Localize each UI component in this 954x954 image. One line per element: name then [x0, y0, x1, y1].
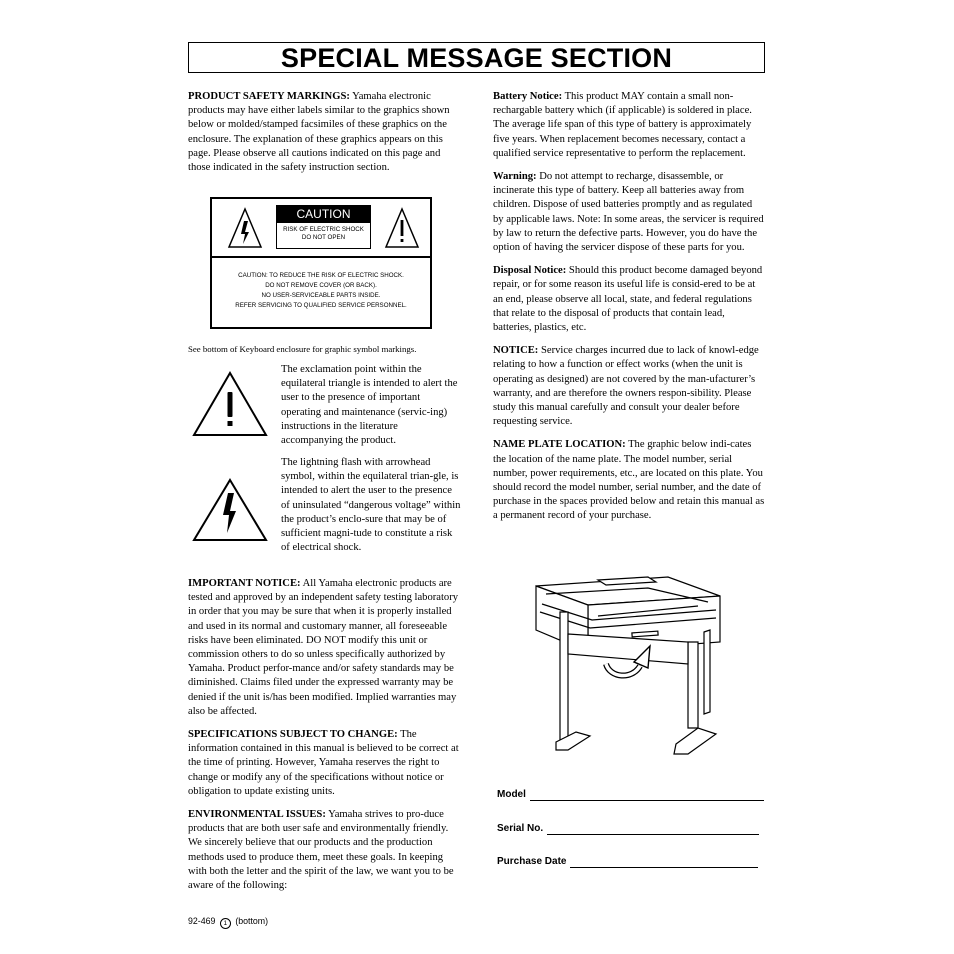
caution-divider	[212, 256, 430, 258]
piano-illustration	[528, 572, 728, 762]
warning-heading: Warning:	[493, 171, 537, 183]
warning-paragraph	[493, 170, 765, 255]
specifications-body: The information contained in this manual is believed to be correct at the time of printing. However, Yamaha reserves the right to change or modify any of the specifications without notice or obligation to update existing units.	[188, 729, 459, 797]
purchase-date-label: Purchase Date	[497, 856, 567, 867]
disposal-body: Should this product become damaged beyond repair, or for some reason its useful life is consid-ered to be at an end, please observe all local, state, and federal regulations that relate to the disposal of products that contain lead, batteries, plastics, etc.	[493, 265, 763, 334]
product-safety-body: Yamaha electronic products may have either labels similar to the graphics shown below or molded/stamped facsimiles of these graphics on the enclosure. The explanation of these graphics appears on this page. Please observe all cautions indicated on this page and those indicated in the safety instruction section.	[188, 91, 450, 174]
exclamation-symbol-icon	[191, 370, 269, 438]
left-column	[188, 90, 460, 184]
caution-line-3: NO USER-SERVICEABLE PARTS INSIDE.	[261, 292, 381, 299]
caution-body	[216, 271, 426, 311]
exclamation-triangle-icon	[384, 207, 420, 249]
name-plate-paragraph	[493, 438, 765, 523]
right-column	[493, 90, 765, 533]
left-lower-column	[188, 577, 461, 902]
purchase-date-line	[570, 856, 758, 868]
caution-word: CAUTION	[277, 206, 370, 223]
serial-line	[547, 823, 759, 835]
model-line	[530, 789, 764, 801]
important-notice-body: All Yamaha electronic products are tested and approved by an independent safety testing laboratory in order that you may be sure that when it is properly installed and used in its normal and customary manner, all foreseeable risks have been eliminated. DO NOT modify this unit or commission others to do so unless specifically authorized by Yamaha. Product perfor-mance and/or safety standards may be diminished. Claims filed under the expressed warranty may be denied if the unit is/has been modified. Implied warranties may also be affected.	[188, 578, 459, 717]
name-plate-heading: NAME PLATE LOCATION:	[493, 439, 626, 451]
lightning-description: The lightning flash with arrowhead symbol, within the equilateral trian-gle, is intended to alert the user to the presence of uninsulated “dangerous voltage” within the product’s enclo-sure that may be of sufficient magni-tude to constitute a risk of electrical shock.	[281, 457, 461, 554]
battery-heading: Battery Notice:	[493, 91, 563, 102]
model-label: Model	[497, 789, 526, 800]
warning-body: Do not attempt to recharge, disassemble, or incinerate this type of battery. Keep all batteries away from children. Dispose of used batteries promptly and as regulated by applicable laws. Note: In some areas, the servicer is required by law to return the defective parts. However, you do have the option of having the servicer dispose of these parts for you.	[493, 171, 764, 254]
purchase-date-field	[497, 856, 758, 868]
environmental-paragraph	[188, 808, 461, 893]
disposal-paragraph	[493, 264, 765, 335]
caution-line-4: REFER SERVICING TO QUALIFIED SERVICE PERSONNEL.	[235, 302, 407, 309]
disposal-heading: Disposal Notice:	[493, 265, 567, 277]
footer-code	[188, 915, 268, 929]
specifications-heading: SPECIFICATIONS SUBJECT TO CHANGE:	[188, 729, 398, 741]
specifications-paragraph	[188, 728, 461, 799]
see-bottom-note: See bottom of Keyboard enclosure for graphic symbol markings.	[188, 344, 417, 354]
product-safety-heading: PRODUCT SAFETY MARKINGS:	[188, 91, 350, 102]
caution-badge	[276, 205, 371, 249]
serial-label: Serial No.	[497, 823, 544, 834]
caution-label	[210, 197, 432, 329]
environmental-body: Yamaha strives to pro-duce products that are both user safe and environmentally friendly. We sincerely believe that our products and the production methods used to produce them, meet these goals. In keeping with both the letter and the spirit of the law, we want you to be aware of the following:	[188, 809, 454, 892]
product-safety-paragraph	[188, 90, 460, 175]
page-title-box	[188, 42, 765, 73]
model-field	[497, 789, 764, 801]
serial-field	[497, 823, 759, 835]
notice-heading: NOTICE:	[493, 345, 539, 357]
battery-paragraph	[493, 90, 765, 161]
environmental-heading: ENVIRONMENTAL ISSUES:	[188, 809, 326, 821]
exclamation-description: The exclamation point within the equilateral triangle is intended to alert the user to the presence of important operating and maintenance (servic-ing) instructions in the literature accompanying the product.	[281, 364, 458, 447]
important-notice-paragraph	[188, 577, 461, 719]
footer-circled-number: 1	[220, 918, 231, 929]
footer-suffix: (bottom)	[235, 916, 269, 926]
risk-text	[277, 226, 370, 242]
risk-line-2: DO NOT OPEN	[301, 234, 346, 241]
important-notice-heading: IMPORTANT NOTICE:	[188, 578, 301, 589]
footer-number: 92-469	[188, 916, 216, 926]
notice-body: Service charges incurred due to lack of knowl-edge relating to how a function or effect works (when the unit is operating as designed) are not covered by the man-ufacturer’s warranty, and are therefore the owners respon-sibility. Please study this manual carefully and consult your dealer before requesting service.	[493, 345, 759, 428]
caution-line-2: DO NOT REMOVE COVER (OR BACK).	[265, 282, 377, 289]
risk-line-1: RISK OF ELECTRIC SHOCK	[283, 226, 364, 233]
caution-line-1: CAUTION: TO REDUCE THE RISK OF ELECTRIC SHOCK.	[238, 272, 404, 279]
notice-paragraph	[493, 344, 765, 429]
battery-body: This product MAY contain a small non-rechargable battery which (if applicable) is soldered in place. The average life span of this type of battery is approximately five years. When replacement becomes necessary, contact a qualified service representative to perform the replacement.	[493, 91, 752, 159]
name-plate-body: The graphic below indi-cates the location of the name plate. The model number, serial number, power requirements, etc., are located on this plate. You should record the model number, serial number, and the date of purchase in the spaces provided below and retain this manual as a permanent record of your purchase.	[493, 439, 765, 522]
lightning-symbol-icon	[191, 477, 269, 543]
page-title: SPECIAL MESSAGE SECTION	[280, 43, 673, 73]
lightning-triangle-icon	[227, 207, 263, 249]
